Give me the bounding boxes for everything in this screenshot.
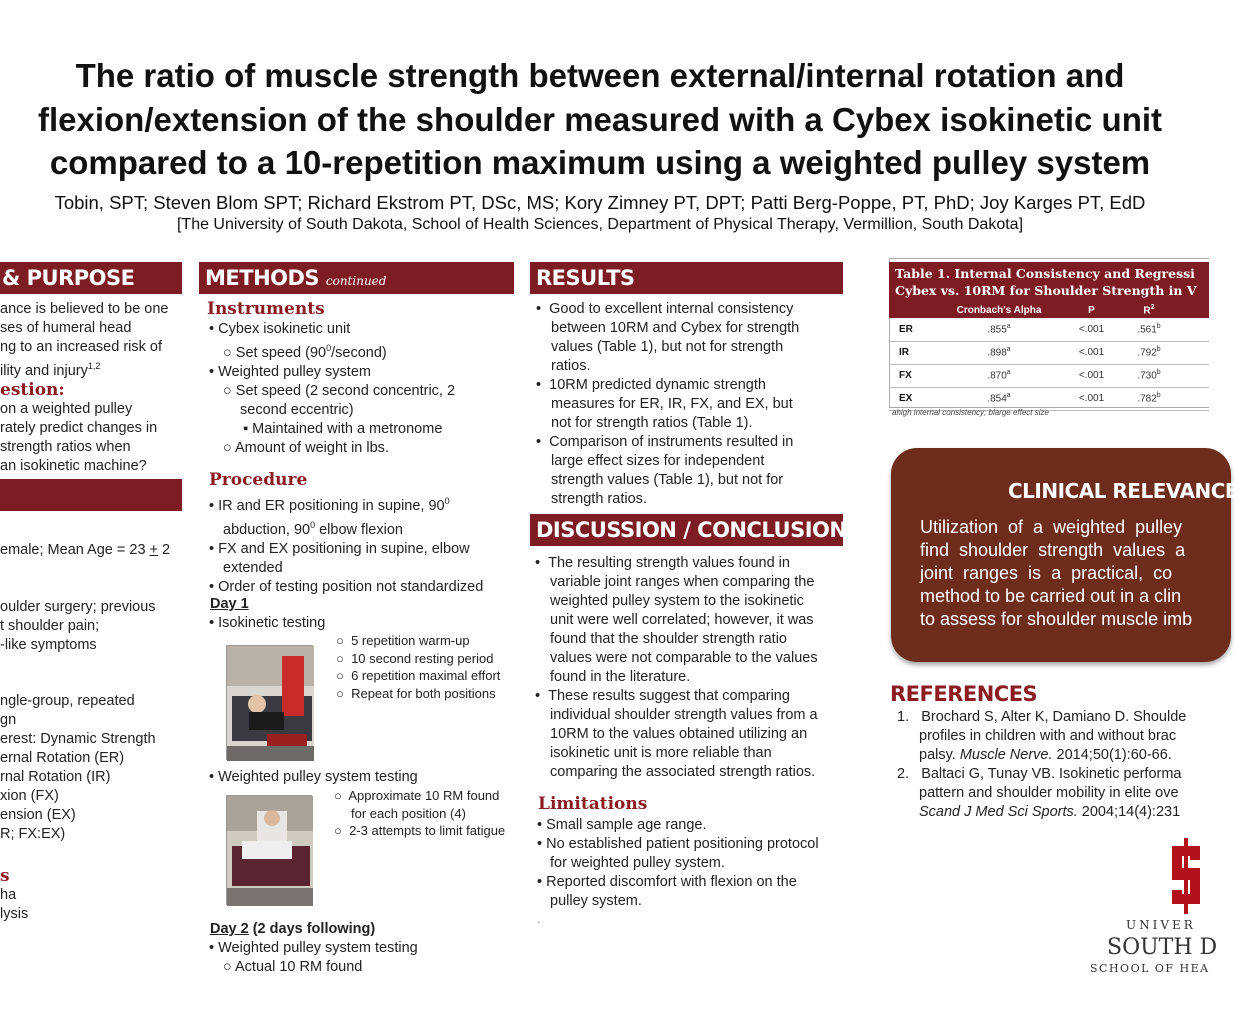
step-text: 6 repetition maximal effort bbox=[351, 668, 501, 683]
exclusion-line: -like symptoms bbox=[0, 637, 97, 653]
r2-value: .730 bbox=[1137, 370, 1157, 382]
design-line: rnal Rotation (IR) bbox=[0, 769, 111, 785]
set-speed-suffix: /second) bbox=[331, 344, 387, 361]
photo-pulley-image bbox=[227, 796, 313, 906]
clinical-line: method to be carried out in a clin bbox=[920, 586, 1182, 606]
list-item bbox=[535, 668, 818, 687]
pulley-speed-line: Set speed (2 second concentric, 2 bbox=[235, 382, 456, 399]
question-line: an isokinetic machine? bbox=[0, 458, 147, 474]
list-item bbox=[537, 892, 819, 911]
table-cell: IR bbox=[889, 341, 934, 364]
list-item: • FX and EX positioning in supine, elbow bbox=[209, 540, 470, 557]
wps-steps bbox=[334, 787, 505, 840]
methods-left-header bbox=[0, 479, 182, 511]
results-line: Comparison of instruments resulted in bbox=[549, 434, 794, 450]
list-item bbox=[536, 490, 799, 509]
reference bbox=[897, 727, 1186, 746]
sup-b: b bbox=[1156, 346, 1161, 354]
day2-text: Day 2 bbox=[210, 921, 249, 937]
logo-school: SCHOOL OF HEA bbox=[1090, 962, 1210, 975]
day2-item: Weighted pulley system testing bbox=[218, 940, 418, 956]
discussion-header bbox=[530, 514, 847, 546]
poster-title-line-2: flexion/extension of the shoulder measured with a Cybex isokinetic unit bbox=[37, 101, 1163, 138]
sup-b: b bbox=[1156, 323, 1161, 331]
table-cell: <.001 bbox=[1064, 387, 1119, 410]
proc-line: abduction, 90 bbox=[223, 521, 311, 538]
ref-journal: Muscle Nerve. bbox=[959, 747, 1053, 763]
proc-line: Order of testing position not standardized bbox=[218, 578, 484, 595]
ref-line: profiles in children with and without brac bbox=[919, 728, 1177, 744]
table-title-line: Cybex vs. 10RM for Shoulder Strength in V bbox=[895, 283, 1197, 298]
table-cell: <.001 bbox=[1064, 341, 1119, 364]
ref-line: palsy. bbox=[919, 747, 960, 763]
table-header-cell bbox=[889, 302, 934, 318]
list-item bbox=[536, 414, 799, 433]
intro-line: ance is believed to be one bbox=[0, 301, 169, 317]
discussion-line: The resulting strength values found in bbox=[548, 555, 790, 571]
pulley-speed-line: second eccentric) bbox=[240, 401, 354, 418]
intro-line bbox=[0, 357, 169, 381]
list-item bbox=[536, 471, 799, 490]
list-item: • IR and ER positioning in supine, $90^0$ bbox=[209, 496, 450, 514]
results-line: values (Table 1), but not for strength bbox=[551, 339, 784, 355]
list-item bbox=[536, 357, 799, 376]
table-cell: ER bbox=[889, 318, 934, 341]
list-item: • Order of testing position not standardized bbox=[209, 578, 484, 595]
r-label: R bbox=[1143, 305, 1151, 317]
list-item: • The resulting strength values found in bbox=[535, 555, 790, 571]
degree-sup: 0 bbox=[326, 343, 332, 353]
r2-value: .792 bbox=[1137, 347, 1157, 359]
results-line: strength values (Table 1), but not for bbox=[551, 472, 784, 488]
table-cell: <.001 bbox=[1064, 364, 1119, 387]
list-item bbox=[535, 706, 818, 725]
step: ○ Approximate 10 RM found bbox=[334, 788, 500, 803]
list-item: • These results suggest that comparing bbox=[535, 688, 790, 704]
iso-text: Isokinetic testing bbox=[218, 615, 326, 631]
reference bbox=[897, 746, 1186, 765]
table-cell: EX bbox=[889, 387, 934, 410]
discussion-line: unit were well correlated; however, it was bbox=[550, 612, 814, 628]
poster-title-line-3: compared to a 10-repetition maximum using a weighted pulley system bbox=[49, 144, 1151, 181]
step: ○ Repeat for both positions bbox=[336, 685, 496, 701]
limitation-line: pulley system. bbox=[550, 893, 642, 909]
discussion-line: isokinetic unit is more reliable than bbox=[550, 745, 772, 761]
clinical-relevance-title: CLINICAL RELEVANCE bbox=[1008, 479, 1238, 503]
list-item bbox=[535, 649, 818, 668]
subjects-text bbox=[0, 541, 170, 560]
ref-line: 2004;14(4):231 bbox=[1077, 804, 1181, 820]
list-item: • 10RM predicted dynamic strength bbox=[536, 377, 766, 393]
step-text: 10 second resting period bbox=[351, 650, 494, 666]
day2-sub: Actual 10 RM found bbox=[235, 959, 363, 975]
stats-line: lysis bbox=[0, 906, 29, 922]
step-text: 5 repetition warm-up bbox=[351, 633, 470, 648]
limitations-title: Limitations bbox=[538, 794, 648, 814]
list-item: • Cybex isokinetic unit bbox=[209, 321, 351, 337]
proc-line: extended bbox=[223, 559, 283, 576]
table-cell bbox=[1179, 341, 1209, 364]
research-question-label: estion: bbox=[0, 380, 65, 400]
list-item bbox=[535, 573, 818, 592]
step bbox=[334, 805, 505, 823]
r2-value: .561 bbox=[1137, 324, 1157, 336]
question-line: strength ratios when bbox=[0, 439, 131, 455]
table-cell bbox=[1179, 387, 1209, 410]
sup-a: a bbox=[1006, 369, 1011, 377]
logo-university: UNIVER bbox=[1126, 918, 1196, 932]
step-text: for each position (4) bbox=[351, 805, 466, 821]
table-cell: FX bbox=[889, 364, 934, 387]
reference bbox=[897, 803, 1186, 822]
clinical-line: to assess for shoulder muscle imb bbox=[920, 609, 1193, 629]
list-item bbox=[536, 338, 799, 357]
ref-line: Baltaci G, Tunay VB. Isokinetic performa bbox=[921, 766, 1182, 782]
proc-line: FX and EX positioning in supine, elbow bbox=[218, 540, 470, 557]
degree-sup: 0 bbox=[444, 496, 450, 506]
discussion-line: variable joint ranges when comparing the bbox=[550, 574, 815, 590]
day1-label: Day 1 bbox=[210, 596, 249, 612]
poster-title-line-1: The ratio of muscle strength between external/internal rotation and bbox=[75, 57, 1125, 94]
exclusion-text bbox=[0, 598, 156, 655]
list-item bbox=[535, 725, 818, 744]
discussion-line: These results suggest that comparing bbox=[548, 688, 790, 704]
limitations-list bbox=[537, 816, 819, 911]
discussion-line: comparing the associated strength ratios. bbox=[550, 764, 816, 780]
table-cell bbox=[1119, 364, 1179, 387]
design-line: gn bbox=[0, 712, 17, 728]
list-item bbox=[536, 319, 799, 338]
question-line: on a weighted pulley bbox=[0, 401, 133, 417]
weighted-pulley-item: • Weighted pulley system testing bbox=[209, 769, 418, 785]
procedure-title: Procedure bbox=[209, 470, 308, 490]
clinical-line: Utilization of a weighted pulley bbox=[920, 517, 1183, 537]
ref-line: Brochard S, Alter K, Damiano D. Shoulde bbox=[921, 709, 1187, 725]
table-cell bbox=[1119, 387, 1179, 410]
sup-a: a bbox=[1006, 346, 1011, 354]
design-line: ension (EX) bbox=[0, 807, 76, 823]
table-row bbox=[889, 387, 1209, 410]
isokinetic-testing-photo bbox=[226, 645, 313, 760]
table-header-row bbox=[889, 302, 1209, 318]
list-item: • No established patient positioning protocol bbox=[537, 836, 819, 852]
stats-text bbox=[0, 886, 28, 924]
table-title bbox=[889, 262, 1209, 302]
discussion-line: values were not comparable to the values bbox=[550, 650, 818, 666]
intro-purpose-header bbox=[0, 262, 182, 294]
list-item: • Reported discomfort with flexion on the bbox=[537, 874, 797, 890]
list-item bbox=[209, 516, 483, 540]
sup-b: b bbox=[1156, 369, 1161, 377]
ref-line: pattern and shoulder mobility in elite ove bbox=[919, 785, 1179, 801]
design-line: erest: Dynamic Strength bbox=[0, 731, 156, 747]
amount-item: Amount of weight in lbs. bbox=[235, 439, 389, 456]
clinical-relevance-text bbox=[920, 516, 1192, 631]
alpha-value: .855 bbox=[987, 324, 1007, 336]
design-line: ernal Rotation (ER) bbox=[0, 750, 125, 766]
day2-list bbox=[209, 939, 418, 977]
methods-continued: continued bbox=[325, 274, 387, 288]
results-line: Good to excellent internal consistency bbox=[549, 301, 794, 317]
intro-line: ses of humeral head bbox=[0, 320, 132, 336]
table-cell bbox=[1179, 364, 1209, 387]
stats-line: ha bbox=[0, 887, 17, 903]
step: ○ 6 repetition maximal effort bbox=[336, 668, 501, 683]
list-item: • Weighted pulley system testing bbox=[209, 940, 418, 956]
table-footnote: ahigh internal consistency; blarge effect size bbox=[892, 408, 1049, 417]
discussion-line: individual shoulder strength values from a bbox=[550, 707, 818, 723]
results-header-text: RESULTS bbox=[536, 266, 635, 290]
proc-line: IR and ER positioning in supine, 90 bbox=[218, 497, 445, 514]
table-cell bbox=[934, 341, 1064, 364]
list-item bbox=[535, 744, 818, 763]
citation-sup: 1,2 bbox=[87, 361, 101, 371]
table-header-cell: P bbox=[1064, 302, 1119, 318]
references-title: REFERENCES bbox=[890, 682, 1038, 706]
reference: 1. Brochard S, Alter K, Damiano D. Shoulde bbox=[897, 709, 1187, 725]
university-logo-icon bbox=[1170, 838, 1200, 914]
list-item bbox=[536, 395, 799, 414]
results-line: measures for ER, IR, FX, and EX, but bbox=[551, 396, 793, 412]
limitation-line: No established patient positioning protocol bbox=[546, 836, 819, 852]
stats-label: s bbox=[0, 866, 10, 886]
exclusion-line: t shoulder pain; bbox=[0, 618, 100, 634]
discussion-line: weighted pulley system to the isokinetic bbox=[550, 593, 804, 609]
discussion-line: found that the shoulder strength ratio bbox=[550, 631, 787, 647]
limitation-line: Small sample age range. bbox=[546, 817, 707, 833]
methods-header bbox=[199, 262, 514, 294]
ref-line: 2014;50(1):60-66. bbox=[1052, 747, 1172, 763]
table-title-line: Table 1. Internal Consistency and Regressi bbox=[895, 266, 1195, 281]
sup-a: a bbox=[1006, 323, 1011, 331]
cybex-item: Cybex isokinetic unit bbox=[218, 321, 351, 337]
list-item bbox=[535, 611, 818, 630]
procedure-list bbox=[209, 492, 483, 597]
list-item: ○ Amount of weight in lbs. bbox=[223, 439, 389, 456]
limitation-line: for weighted pulley system. bbox=[550, 855, 725, 871]
metronome-item: Maintained with a metronome bbox=[252, 420, 443, 437]
intro-line-text: ility and injury bbox=[0, 362, 88, 379]
table-cell bbox=[1119, 341, 1179, 364]
table-cell: <.001 bbox=[1064, 318, 1119, 341]
list-item: • Comparison of instruments resulted in bbox=[536, 434, 794, 450]
intro-text bbox=[0, 300, 169, 381]
list-item bbox=[535, 630, 818, 649]
logo-south-dakota: SOUTH D bbox=[1107, 935, 1218, 960]
alpha-value: .870 bbox=[987, 370, 1007, 382]
step: ○ 2-3 attempts to limit fatigue bbox=[334, 823, 506, 838]
clinical-line: joint ranges is a practical, co bbox=[920, 563, 1173, 583]
wps-text: Weighted pulley system testing bbox=[218, 769, 418, 785]
sup-b: b bbox=[1156, 392, 1161, 400]
exclusion-line: oulder surgery; previous bbox=[0, 599, 156, 615]
table-header-cell: Cronbach's Alpha bbox=[934, 302, 1064, 318]
ref-journal: Scand J Med Sci Sports. bbox=[919, 804, 1078, 820]
list-item: ▪ Maintained with a metronome bbox=[243, 420, 443, 437]
stray-dot: . bbox=[537, 911, 541, 926]
list-item bbox=[535, 763, 818, 782]
list-item bbox=[209, 559, 483, 578]
table-cell bbox=[934, 364, 1064, 387]
results-list bbox=[536, 300, 799, 509]
alpha-value: .898 bbox=[987, 347, 1007, 359]
isokinetic-item: • Isokinetic testing bbox=[209, 615, 326, 631]
day2-suffix: (2 days following) bbox=[248, 921, 376, 937]
clinical-line: find shoulder strength values a bbox=[920, 540, 1186, 560]
design-line: ngle-group, repeated bbox=[0, 693, 135, 709]
results-header bbox=[530, 262, 843, 294]
results-table bbox=[889, 302, 1209, 411]
affiliation: [The University of South Dakota, School of Health Sciences, Department of Physical Therapy, Vermillion, South Dakota] bbox=[176, 216, 1024, 233]
table-row bbox=[889, 364, 1209, 387]
table-row bbox=[889, 341, 1209, 364]
list-item bbox=[209, 401, 455, 420]
question-line: rately predict changes in bbox=[0, 420, 158, 436]
instruments-list bbox=[209, 320, 455, 458]
step: ○ 10 second resting period bbox=[336, 650, 494, 666]
table-header-cell bbox=[1119, 302, 1179, 318]
r2-value: .782 bbox=[1137, 393, 1157, 405]
discussion-line: found in the literature. bbox=[550, 669, 691, 685]
limitation-line: Reported discomfort with flexion on the bbox=[546, 874, 797, 890]
references-list bbox=[897, 708, 1186, 822]
reference: 2. Baltaci G, Tunay VB. Isokinetic performa bbox=[897, 766, 1182, 782]
results-line: ratios. bbox=[551, 358, 591, 374]
list-item: ○ Set speed $(90^0/second)$ bbox=[223, 343, 387, 361]
list-item bbox=[535, 592, 818, 611]
research-question-text bbox=[0, 400, 157, 476]
list-item bbox=[536, 452, 799, 471]
list-item: • Weighted pulley system bbox=[209, 363, 371, 380]
step-text: Approximate 10 RM found bbox=[348, 788, 500, 803]
results-line: between 10RM and Cybex for strength bbox=[551, 320, 800, 336]
instruments-title: Instruments bbox=[207, 299, 325, 319]
list-item bbox=[537, 854, 819, 873]
table-row bbox=[889, 318, 1209, 341]
authors: Tobin, SPT; Steven Blom SPT; Richard Ekstrom PT, DSc, MS; Kory Zimney PT, DPT; Patti Berg-Poppe, PT, PhD; Joy Karges PT, EdD bbox=[54, 192, 1146, 213]
day2-label bbox=[210, 920, 375, 939]
step-text: Repeat for both positions bbox=[351, 685, 496, 701]
methods-header-text: METHODS bbox=[205, 266, 320, 290]
results-line: large effect sizes for independent bbox=[551, 453, 765, 469]
results-line: strength ratios. bbox=[551, 491, 647, 507]
discussion-header-text: DISCUSSION / CONCLUSION bbox=[536, 518, 847, 542]
design-text bbox=[0, 692, 156, 844]
step-text: 2-3 attempts to limit fatigue bbox=[349, 823, 506, 838]
iso-steps bbox=[336, 632, 500, 702]
subjects-line: emale; Mean Age = 23 bbox=[0, 542, 146, 558]
degree-sup: 0 bbox=[310, 519, 316, 530]
plus-minus: + bbox=[149, 542, 159, 558]
discussion-line: 10RM to the values obtained utilizing an bbox=[550, 726, 808, 742]
age-sd: 2 bbox=[162, 542, 171, 558]
proc-line: elbow flexion bbox=[315, 521, 403, 538]
design-line: R; FX:EX) bbox=[0, 826, 66, 842]
weighted-pulley-photo bbox=[226, 795, 312, 905]
design-line: xion (FX) bbox=[0, 788, 59, 804]
table-cell bbox=[934, 318, 1064, 341]
step: ○ 5 repetition warm-up bbox=[336, 633, 470, 648]
discussion-list bbox=[535, 554, 818, 782]
results-line: 10RM predicted dynamic strength bbox=[549, 377, 766, 393]
reference bbox=[897, 784, 1186, 803]
intro-line: ng to an increased risk of bbox=[0, 339, 163, 355]
list-item: • Small sample age range. bbox=[537, 817, 707, 833]
pulley-item: Weighted pulley system bbox=[218, 363, 371, 380]
table-cell bbox=[934, 387, 1064, 410]
list-item: • Good to excellent internal consistency bbox=[536, 301, 794, 317]
results-line: not for strength ratios (Table 1). bbox=[551, 415, 753, 431]
photo-isokinetic-image bbox=[227, 646, 314, 761]
table-header-cell bbox=[1179, 302, 1209, 318]
sup-a: a bbox=[1006, 392, 1011, 400]
r-sup: 2 bbox=[1150, 303, 1155, 311]
intro-header-text: & PURPOSE bbox=[2, 266, 135, 290]
table-cell bbox=[1179, 318, 1209, 341]
list-item: ○ Actual 10 RM found bbox=[223, 959, 363, 975]
set-speed-text: Set speed (90 bbox=[235, 344, 327, 361]
table-cell bbox=[1119, 318, 1179, 341]
alpha-value: .854 bbox=[987, 393, 1007, 405]
list-item: ○ Set speed (2 second concentric, 2 bbox=[223, 382, 456, 399]
